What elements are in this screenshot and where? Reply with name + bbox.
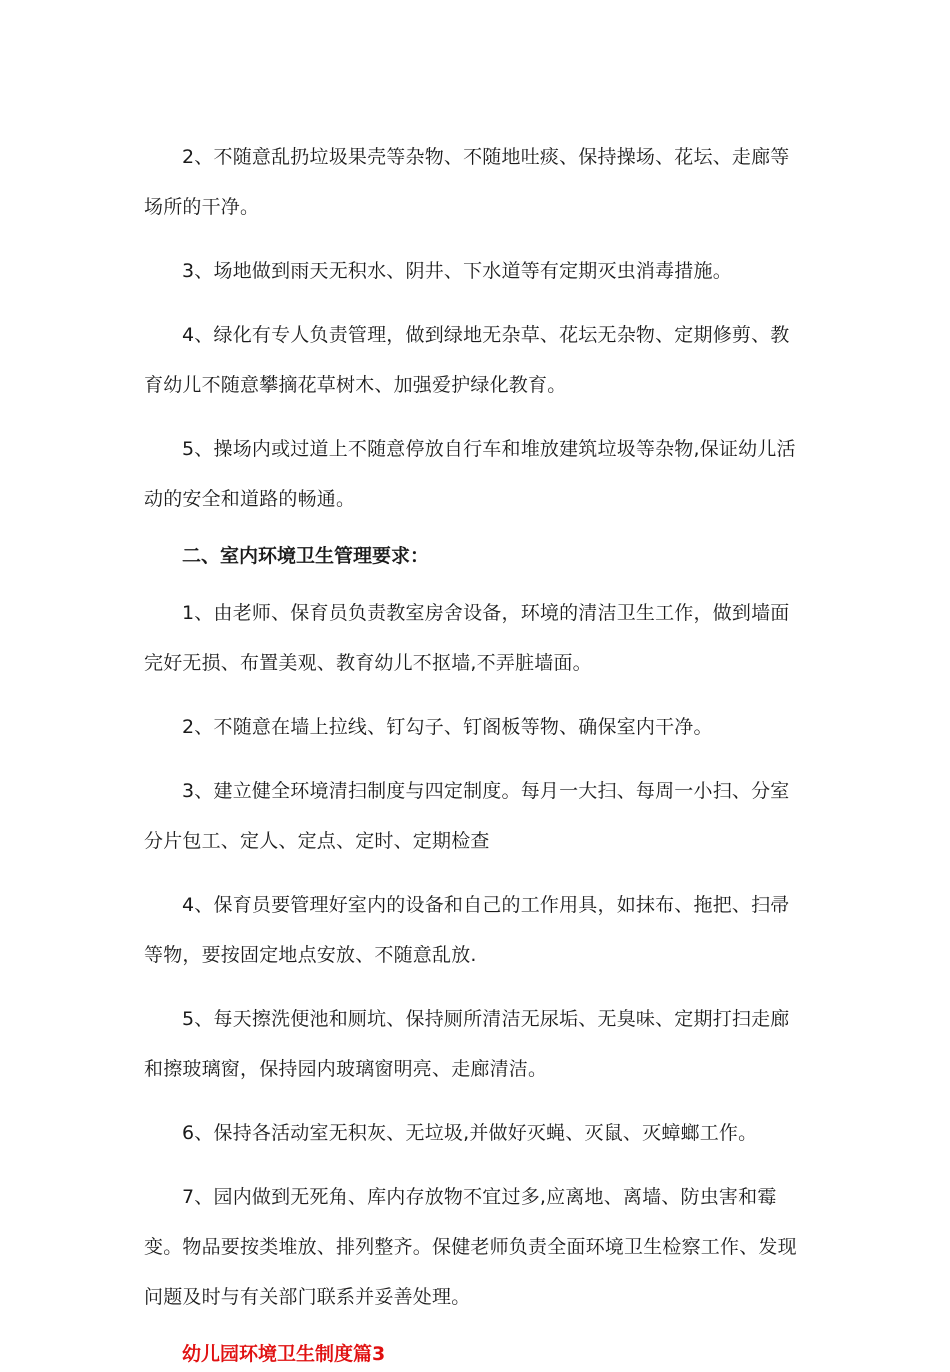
paragraph-indoor-6: 6、保持各活动室无积灰、无垃圾,并做好灭蝇、灭鼠、灭蟑螂工作。 — [182, 1122, 758, 1144]
paragraph-indoor-4: 4、保育员要管理好室内的设备和自己的工作用具，如抹布、拖把、扫帚等物，要按固定地点安放、不随意乱放. — [144, 894, 790, 966]
paragraph-item-5: 5、操场内或过道上不随意停放自行车和堆放建筑垃圾等杂物,保证幼儿活动的安全和道路的畅通。 — [144, 438, 796, 510]
paragraph-indoor-2: 2、不随意在墙上拉线、钉勾子、钉阁板等物、确保室内干净。 — [182, 716, 713, 738]
section-heading-indoor: 二、室内环境卫生管理要求： — [182, 545, 430, 567]
paragraph-item-4: 4、绿化有专人负责管理，做到绿地无杂草、花坛无杂物、定期修剪、教育幼儿不随意攀摘花草树木、加强爱护绿化教育。 — [144, 324, 790, 396]
paragraph-indoor-3: 3、建立健全环境清扫制度与四定制度。每月一大扫、每周一小扫、分室分片包工、定人、定点、定时、定期检查 — [144, 780, 790, 852]
paragraph-indoor-7: 7、园内做到无死角、库内存放物不宜过多,应离地、离墙、防虫害和霉变。物品要按类堆放、排列整齐。保健老师负责全面环境卫生检察工作、发现问题及时与有关部门联系并妥善处理。 — [144, 1186, 797, 1308]
paragraph-indoor-5: 5、每天擦洗便池和厕坑、保持厕所清洁无尿垢、无臭味、定期打扫走廊和擦玻璃窗，保持园内玻璃窗明亮、走廊清洁。 — [144, 1008, 790, 1080]
document-body — [144, 132, 808, 1372]
paragraph-item-2: 2、不随意乱扔垃圾果壳等杂物、不随地吐痰、保持操场、花坛、走廊等场所的干净。 — [144, 146, 790, 218]
paragraph-item-3: 3、场地做到雨天无积水、阴井、下水道等有定期灭虫消毒措施。 — [182, 260, 732, 282]
next-article-title: 幼儿园环境卫生制度篇3 — [182, 1343, 386, 1365]
paragraph-indoor-1: 1、由老师、保育员负责教室房舍设备，环境的清洁卫生工作，做到墙面完好无损、布置美观、教育幼儿不抠墙,不弄脏墙面。 — [144, 602, 790, 674]
